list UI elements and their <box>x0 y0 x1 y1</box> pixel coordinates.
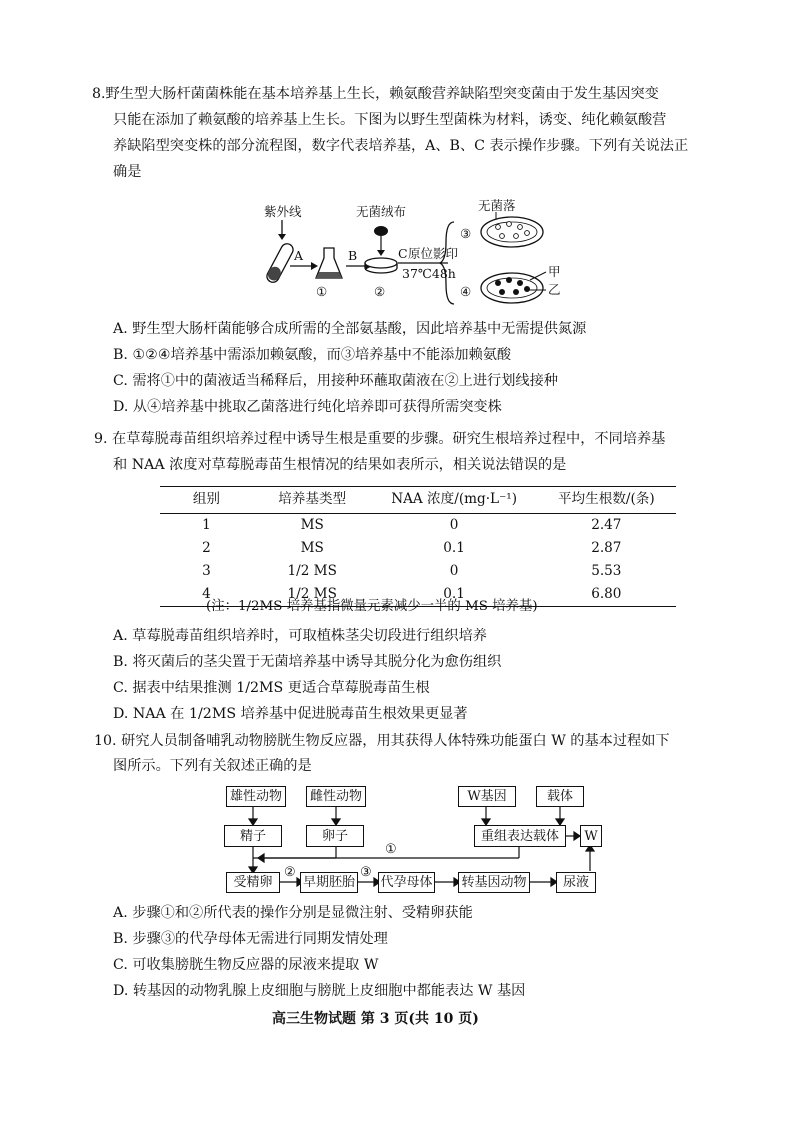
table-cell: 0 <box>449 516 459 533</box>
q10-option-d: D. 转基因的动物乳腺上皮细胞与膀胱上皮细胞中都能表达 W 基因 <box>113 983 526 999</box>
page-footer: 高三生物试题 第 3 页(共 10 页) <box>272 1011 479 1027</box>
male-animal-box: 雄性动物 <box>226 786 286 807</box>
step-b: B <box>348 248 358 263</box>
colony-yi-label: 乙 <box>548 282 561 297</box>
table-cell: 2 <box>202 539 211 556</box>
zygote-box: 受精卵 <box>226 872 280 893</box>
table-cell: 3 <box>202 562 211 579</box>
table-cell: 5.53 <box>591 562 622 579</box>
q9-option-a: A. 草莓脱毒苗组织培养时，可取植株茎尖切段进行组织培养 <box>113 628 487 644</box>
step-1-label: ① <box>385 842 397 857</box>
sterile-velvet-label: 无菌绒布 <box>356 204 407 219</box>
colony-jia-label: 甲 <box>548 264 561 279</box>
q10-stem-line-1: 10. 研究人员制备哺乳动物膀胱生物反应器，用其获得人体特殊功能蛋白 W 的基本过程如下 <box>94 733 670 749</box>
q8-option-d: D. 从④培养基中挑取乙菌落进行纯化培养即可获得所需突变株 <box>113 399 502 415</box>
step-c: C <box>398 246 408 261</box>
table-cell: 2.87 <box>591 539 622 556</box>
q10-option-a: A. 步骤①和②所代表的操作分别是显微注射、受精卵获能 <box>113 905 473 921</box>
q10-option-c: C. 可收集膀胱生物反应器的尿液来提取 W <box>113 957 379 973</box>
medium-2: ② <box>374 284 386 299</box>
recombinant-vector-box: 重组表达载体 <box>474 825 566 847</box>
step-2-label: ② <box>284 865 296 880</box>
table-cell: 0.1 <box>372 583 537 607</box>
q9-stem-line-1: 9. 在草莓脱毒苗组织培养过程中诱导生根是重要的步骤。研究生根培养过程中，不同培养基 <box>94 431 666 447</box>
surrogate-mother-box: 代孕母体 <box>378 872 435 893</box>
table-header-cell: 平均生根数/(条) <box>537 487 676 514</box>
condition-label: 37℃48h <box>402 266 456 281</box>
table-header-cell: 培养基类型 <box>253 487 372 514</box>
table-cell: 1/2 MS <box>253 583 372 607</box>
q8-option-b: B. ①②④培养基中需添加赖氨酸，而③培养基中不能添加赖氨酸 <box>113 347 512 363</box>
w-gene-box: W基因 <box>458 786 516 807</box>
q8-stem-line-1: 8.野生型大肠杆菌菌株能在基本培养基上生长，赖氨酸营养缺陷型突变菌由于发生基因突变 <box>92 86 659 102</box>
q10-option-b: B. 步骤③的代孕母体无需进行同期发情处理 <box>113 931 388 947</box>
q10-stem-line-2: 图所示。下列有关叙述正确的是 <box>113 758 312 774</box>
table-header-cell: NAA 浓度/(mg·L⁻¹) <box>372 487 537 514</box>
table-cell: MS <box>300 539 324 556</box>
medium-1: ① <box>316 284 328 299</box>
transgenic-animal-box: 转基因动物 <box>458 872 530 893</box>
table-cell: 1/2 MS <box>287 562 337 579</box>
medium-4: ④ <box>460 284 472 299</box>
no-colony-label: 无菌落 <box>478 198 516 213</box>
table-cell: 6.80 <box>537 583 676 607</box>
table-cell: 2.47 <box>591 516 622 533</box>
table-cell: 1 <box>202 516 211 533</box>
sperm-box: 精子 <box>224 825 282 847</box>
step-3-label: ③ <box>360 865 372 880</box>
uv-label: 紫外线 <box>264 204 302 219</box>
table-cell: 4 <box>160 583 253 607</box>
urine-box: 尿液 <box>556 872 596 893</box>
q8-stem-line-3: 养缺陷型突变株的部分流程图，数字代表培养基，A、B、C 表示操作步骤。下列有关说法正 <box>113 138 689 154</box>
q8-stem-line-4: 确是 <box>113 164 142 180</box>
egg-box: 卵子 <box>306 825 364 847</box>
early-embryo-box: 早期胚胎 <box>300 872 358 893</box>
w-protein-box: W <box>580 825 602 847</box>
q8-option-c: C. 需将①中的菌液适当稀释后，用接种环蘸取菌液在②上进行划线接种 <box>113 373 558 389</box>
table-cell: MS <box>300 516 324 533</box>
q8-stem-line-2: 只能在添加了赖氨酸的培养基上生长。下图为以野生型菌株为材料，诱变、纯化赖氨酸营 <box>113 112 667 128</box>
step-a: A <box>294 248 304 263</box>
vector-box: 载体 <box>536 786 584 807</box>
medium-3: ③ <box>460 226 472 241</box>
female-animal-box: 雌性动物 <box>306 786 366 807</box>
q9-option-c: C. 据表中结果推测 1/2MS 更适合草莓脱毒苗生根 <box>113 680 430 696</box>
q9-option-b: B. 将灭菌后的茎尖置于无菌培养基中诱导其脱分化为愈伤组织 <box>113 654 502 670</box>
q9-table-note: (注：1/2MS 培养基指微量元素减少一半的 MS 培养基) <box>206 599 538 614</box>
table-header-cell: 组别 <box>160 487 253 514</box>
q9-stem-line-2: 和 NAA 浓度对草莓脱毒苗生根情况的结果如表所示，相关说法错误的是 <box>113 457 567 473</box>
table-cell: 0 <box>449 562 459 579</box>
q9-option-d: D. NAA 在 1/2MS 培养基中促进脱毒苗生根效果更显著 <box>113 706 468 722</box>
table-cell: 0.1 <box>443 539 465 556</box>
replica-label: 原位影印 <box>408 246 459 261</box>
q8-option-a: A. 野生型大肠杆菌能够合成所需的全部氨基酸，因此培养基中无需提供氮源 <box>113 321 587 337</box>
